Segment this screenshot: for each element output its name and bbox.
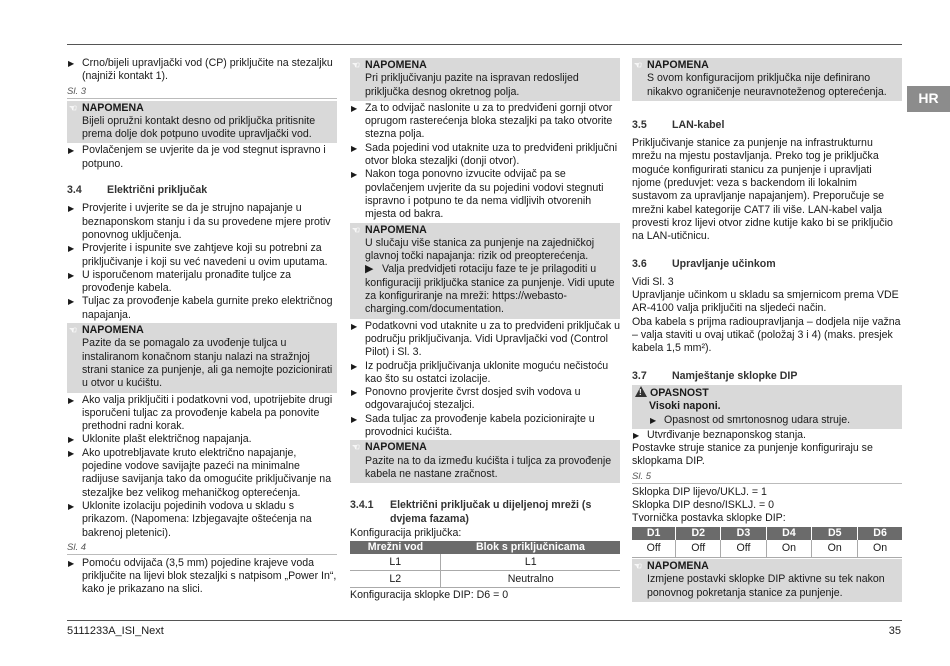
table-cell: L1	[441, 554, 620, 571]
table-cell: Off	[676, 540, 721, 558]
table-cell: Off	[632, 540, 676, 558]
paragraph: Oba kabela s prijma radioupravljanja – dodjela nije važna – valja staviti u ovaj utikač (položaj 3 i 4) (maks. presjek kabela 1,5 mm²).	[632, 315, 901, 355]
column-middle	[350, 57, 620, 603]
bullet-item: ▶ Ponovno provjerite čvrst dosjed svih vodova u odgovarajućoj stezaljci.	[350, 386, 620, 413]
figure-label: Sl. 5	[632, 470, 902, 484]
table-cell: On	[858, 540, 902, 558]
section-heading: 3.4 Električni priključak	[67, 184, 208, 197]
table-header: D3	[721, 527, 766, 540]
bullet-item: ▶ Crno/bijeli upravljački vod (CP) priključite na stezaljku (najniži kontakt 1).	[67, 57, 337, 84]
bullet-item: ▶ Provjerite i uvjerite se da je strujno napajanje u beznaponskom stanju i da su provedene mjere protiv ponovnog uključenja.	[67, 202, 337, 242]
note-title: ☜ NAPOMENA	[352, 223, 427, 236]
note-text: Izmjene postavki sklopke DIP aktivne su tek nakon ponovnog pokretanja stanice za punjenje.	[647, 573, 885, 599]
table-header: D5	[812, 527, 858, 540]
note-title: ☜ NAPOMENA	[69, 101, 144, 114]
document-id: 5111233A_ISI_Next	[67, 625, 164, 637]
danger-subtitle: Visoki naponi.	[649, 400, 721, 413]
note-box	[350, 223, 620, 319]
note-text: Pri priključivanju pazite na ispravan redoslijed priključka desnog okretnog polja.	[365, 72, 579, 98]
connection-table	[350, 541, 620, 588]
note-text: ▶ Valja predvidjeti rotaciju faze te je prilagoditi u konfiguraciji priključka stanice za punjenje. Vidi upute za konfiguriranje na mreži: https://webasto-charging.com/documentation.	[365, 263, 615, 316]
paragraph: Priključivanje stanice za punjenje na infrastrukturnu mrežu na mjestu postavljanja. Preko tog je priključka moguće konfigurirati stanicu za punjenje i upravljati njome (preduvjet: veza s backendom ili lokalnim sustavom za upravljanje napajanjem). Preporučuje se mrežni kabel kategorije CAT7 ili više. LAN-kabel valja provesti kroz lijevi otvor zidne kutije kako bi se priključio na LAN-utičnicu.	[632, 137, 893, 243]
section-heading: 3.7 Namještanje sklopke DIP	[632, 369, 798, 382]
note-title: ☜ NAPOMENA	[352, 59, 427, 71]
config-label: Konfiguracija priključka:	[350, 526, 462, 539]
note-title: ☜ NAPOMENA	[634, 59, 709, 71]
table-cell: Neutralno	[441, 571, 620, 588]
paragraph: Postavke struje stanice za punjenje konfiguriraju se sklopkama DIP.	[632, 442, 873, 468]
dip-switch-table	[632, 527, 902, 558]
table-cell: Off	[721, 540, 766, 558]
bullet-item: ▶ Tuljac za provođenje kabela gurnite preko električnog napajanja.	[67, 295, 337, 322]
dip-left-text: Sklopka DIP lijevo/UKLJ. = 1	[632, 485, 767, 498]
bullet-item: ▶ Podatkovni vod utaknite u za to predviđeni priključak u području priključivanja. Vidi Upravljački vod (Control Pilot) i Sl. 3.	[350, 320, 620, 360]
pointing-hand-icon: ☜	[352, 60, 361, 70]
bullet-item: ▶ Nakon toga ponovno izvucite odvijač pa se povlačenjem uvjerite da su pojedini vodovi stegnuti ispravno i potpuno te da nema vidljivih otvorenih mjesta od bakra.	[350, 168, 620, 221]
warning-triangle-icon: !	[635, 386, 647, 397]
paragraph: Vidi Sl. 3	[632, 275, 674, 288]
note-text: U slučaju više stanica za punjenje na zajedničkoj glavnoj točki napajanja: rizik od preopterećenja.	[365, 236, 595, 263]
pointing-hand-icon: ☜	[634, 560, 643, 571]
bullet-item: ▶ Uklonite izolaciju pojedinih vodova u skladu s prikazom. (Napomena: Izbjegavajte oštećenja na bakrenoj pletenici).	[67, 500, 337, 540]
table-header: D6	[858, 527, 902, 540]
bullet-item: ▶ Sada tuljac za provođenje kabela pozicionirajte u provodnici kućišta.	[350, 413, 620, 440]
header-rule	[67, 44, 902, 45]
bullet-item: ▶ Provjerite i ispunite sve zahtjeve koji su potrebni za priključivanje i koji su već navedeni u ovim uputama.	[67, 242, 337, 269]
note-text: S ovom konfiguracijom priključka nije definirano nikakvo ograničenje neuravnoteženog opterećenja.	[647, 72, 887, 98]
pointing-hand-icon: ☜	[352, 224, 361, 235]
footer-rule	[67, 620, 902, 621]
column-left	[67, 57, 337, 597]
pointing-hand-icon: ☜	[634, 60, 643, 70]
note-box	[67, 101, 337, 144]
bullet-item: ▶ Uklonite plašt električnog napajanja.	[67, 433, 337, 446]
figure-label: Sl. 3	[67, 85, 337, 99]
danger-title: ! OPASNOST	[635, 386, 899, 400]
table-header: Mrežni vod	[350, 541, 441, 554]
note-text: Pazite da se pomagalo za uvođenje tuljca u instaliranom konačnom stanju nalazi na stražnjoj strani stanice za punjenje, ali ga nemojte pozicionirati u otvor u kućištu.	[82, 337, 333, 390]
table-header: Blok s priključnicama	[441, 541, 620, 554]
table-header: D1	[632, 527, 676, 540]
language-tab[interactable]: HR	[907, 86, 950, 112]
table-row	[350, 571, 620, 588]
note-text: Bijeli opružni kontakt desno od priključka pritisnite prema dolje dok potpuno uvodite upravljački vod.	[82, 114, 316, 141]
note-title: ☜ NAPOMENA	[634, 559, 709, 572]
table-header: D2	[676, 527, 721, 540]
dip-right-text: Sklopka DIP desno/ISKLJ. = 0	[632, 499, 775, 512]
section-heading: 3.4.1 Električni priključak u dijeljenoj mreži (s dvjema fazama)	[350, 499, 592, 525]
section-heading: 3.6 Upravljanje učinkom	[632, 257, 776, 270]
bullet-item: ▶ Ako valja priključiti i podatkovni vod, upotrijebite drugi isporučeni tuljac za provođenje kabela pa ponovite prethodni radni korak.	[67, 394, 337, 434]
column-right	[632, 57, 902, 603]
table-row	[350, 554, 620, 571]
table-row	[632, 540, 902, 558]
bullet-item: ▶ U isporučenom materijalu pronađite tuljce za provođenje kabela.	[67, 269, 337, 296]
note-box	[350, 440, 620, 483]
figure-label: Sl. 4	[67, 541, 337, 555]
bullet-item: ▶ Ako upotrebljavate kruto električno napajanje, pojedine vodove savijajte pazeći na minimalne radijuse savijanja tako da omogućite priključivanje na stezaljke bez velikog mehaničkog opterećenja.	[67, 447, 337, 500]
note-title: ☜ NAPOMENA	[352, 441, 427, 454]
pointing-hand-icon: ☜	[352, 442, 361, 453]
table-cell: On	[812, 540, 858, 558]
note-box	[350, 58, 620, 101]
dip-config-text: Konfiguracija sklopke DIP: D6 = 0	[350, 589, 509, 602]
pointing-hand-icon: ☜	[69, 102, 78, 113]
paragraph: Upravljanje učinkom u skladu sa smjernicom prema VDE AR-4100 valja priključiti na sljedeći način.	[632, 289, 899, 315]
note-box	[632, 559, 902, 602]
pointing-hand-icon: ☜	[69, 325, 78, 336]
table-header: D4	[766, 527, 812, 540]
note-box	[67, 323, 337, 392]
danger-item: ▶ Opasnost od smrtonosnog udara struje.	[649, 414, 899, 427]
note-text: Pazite na to da između kućišta i tuljca za provođenje kabela ne nastane zračnost.	[365, 454, 612, 480]
bullet-item: ▶ Za to odvijač naslonite u za to predviđeni gornji otvor oprugom rasterećenja bloka stezaljki pa tako otvorite stezna polja.	[350, 102, 620, 142]
bullet-item: ▶ Utvrđivanje beznaponskog stanja.	[632, 429, 902, 442]
note-box	[632, 58, 902, 101]
bullet-item: ▶ Sada pojedini vod utaknite uza to predviđeni priključni otvor bloka stezaljki (donji otvor).	[350, 142, 620, 169]
section-heading: 3.5 LAN-kabel	[632, 118, 725, 131]
bullet-item: ▶ Pomoću odvijača (3,5 mm) pojedine krajeve voda priključite na lijevi blok stezaljki s natpisom „Power In“, kako je prikazano na slici.	[67, 557, 337, 597]
table-cell: On	[766, 540, 812, 558]
bullet-item: ▶ Povlačenjem se uvjerite da je vod stegnut ispravno i potpuno.	[67, 144, 337, 171]
arrow-right-icon: ▶	[365, 263, 374, 276]
page-number: 35	[888, 625, 901, 637]
bullet-item: ▶ Iz područja priključivanja uklonite moguću nečistoću kao što su ostatci izolacije.	[350, 360, 620, 387]
dip-factory-text: Tvornička postavka sklopke DIP:	[632, 512, 786, 525]
danger-box	[632, 385, 902, 429]
note-title: ☜ NAPOMENA	[69, 324, 144, 337]
table-cell: L2	[350, 571, 441, 588]
table-cell: L1	[350, 554, 441, 571]
